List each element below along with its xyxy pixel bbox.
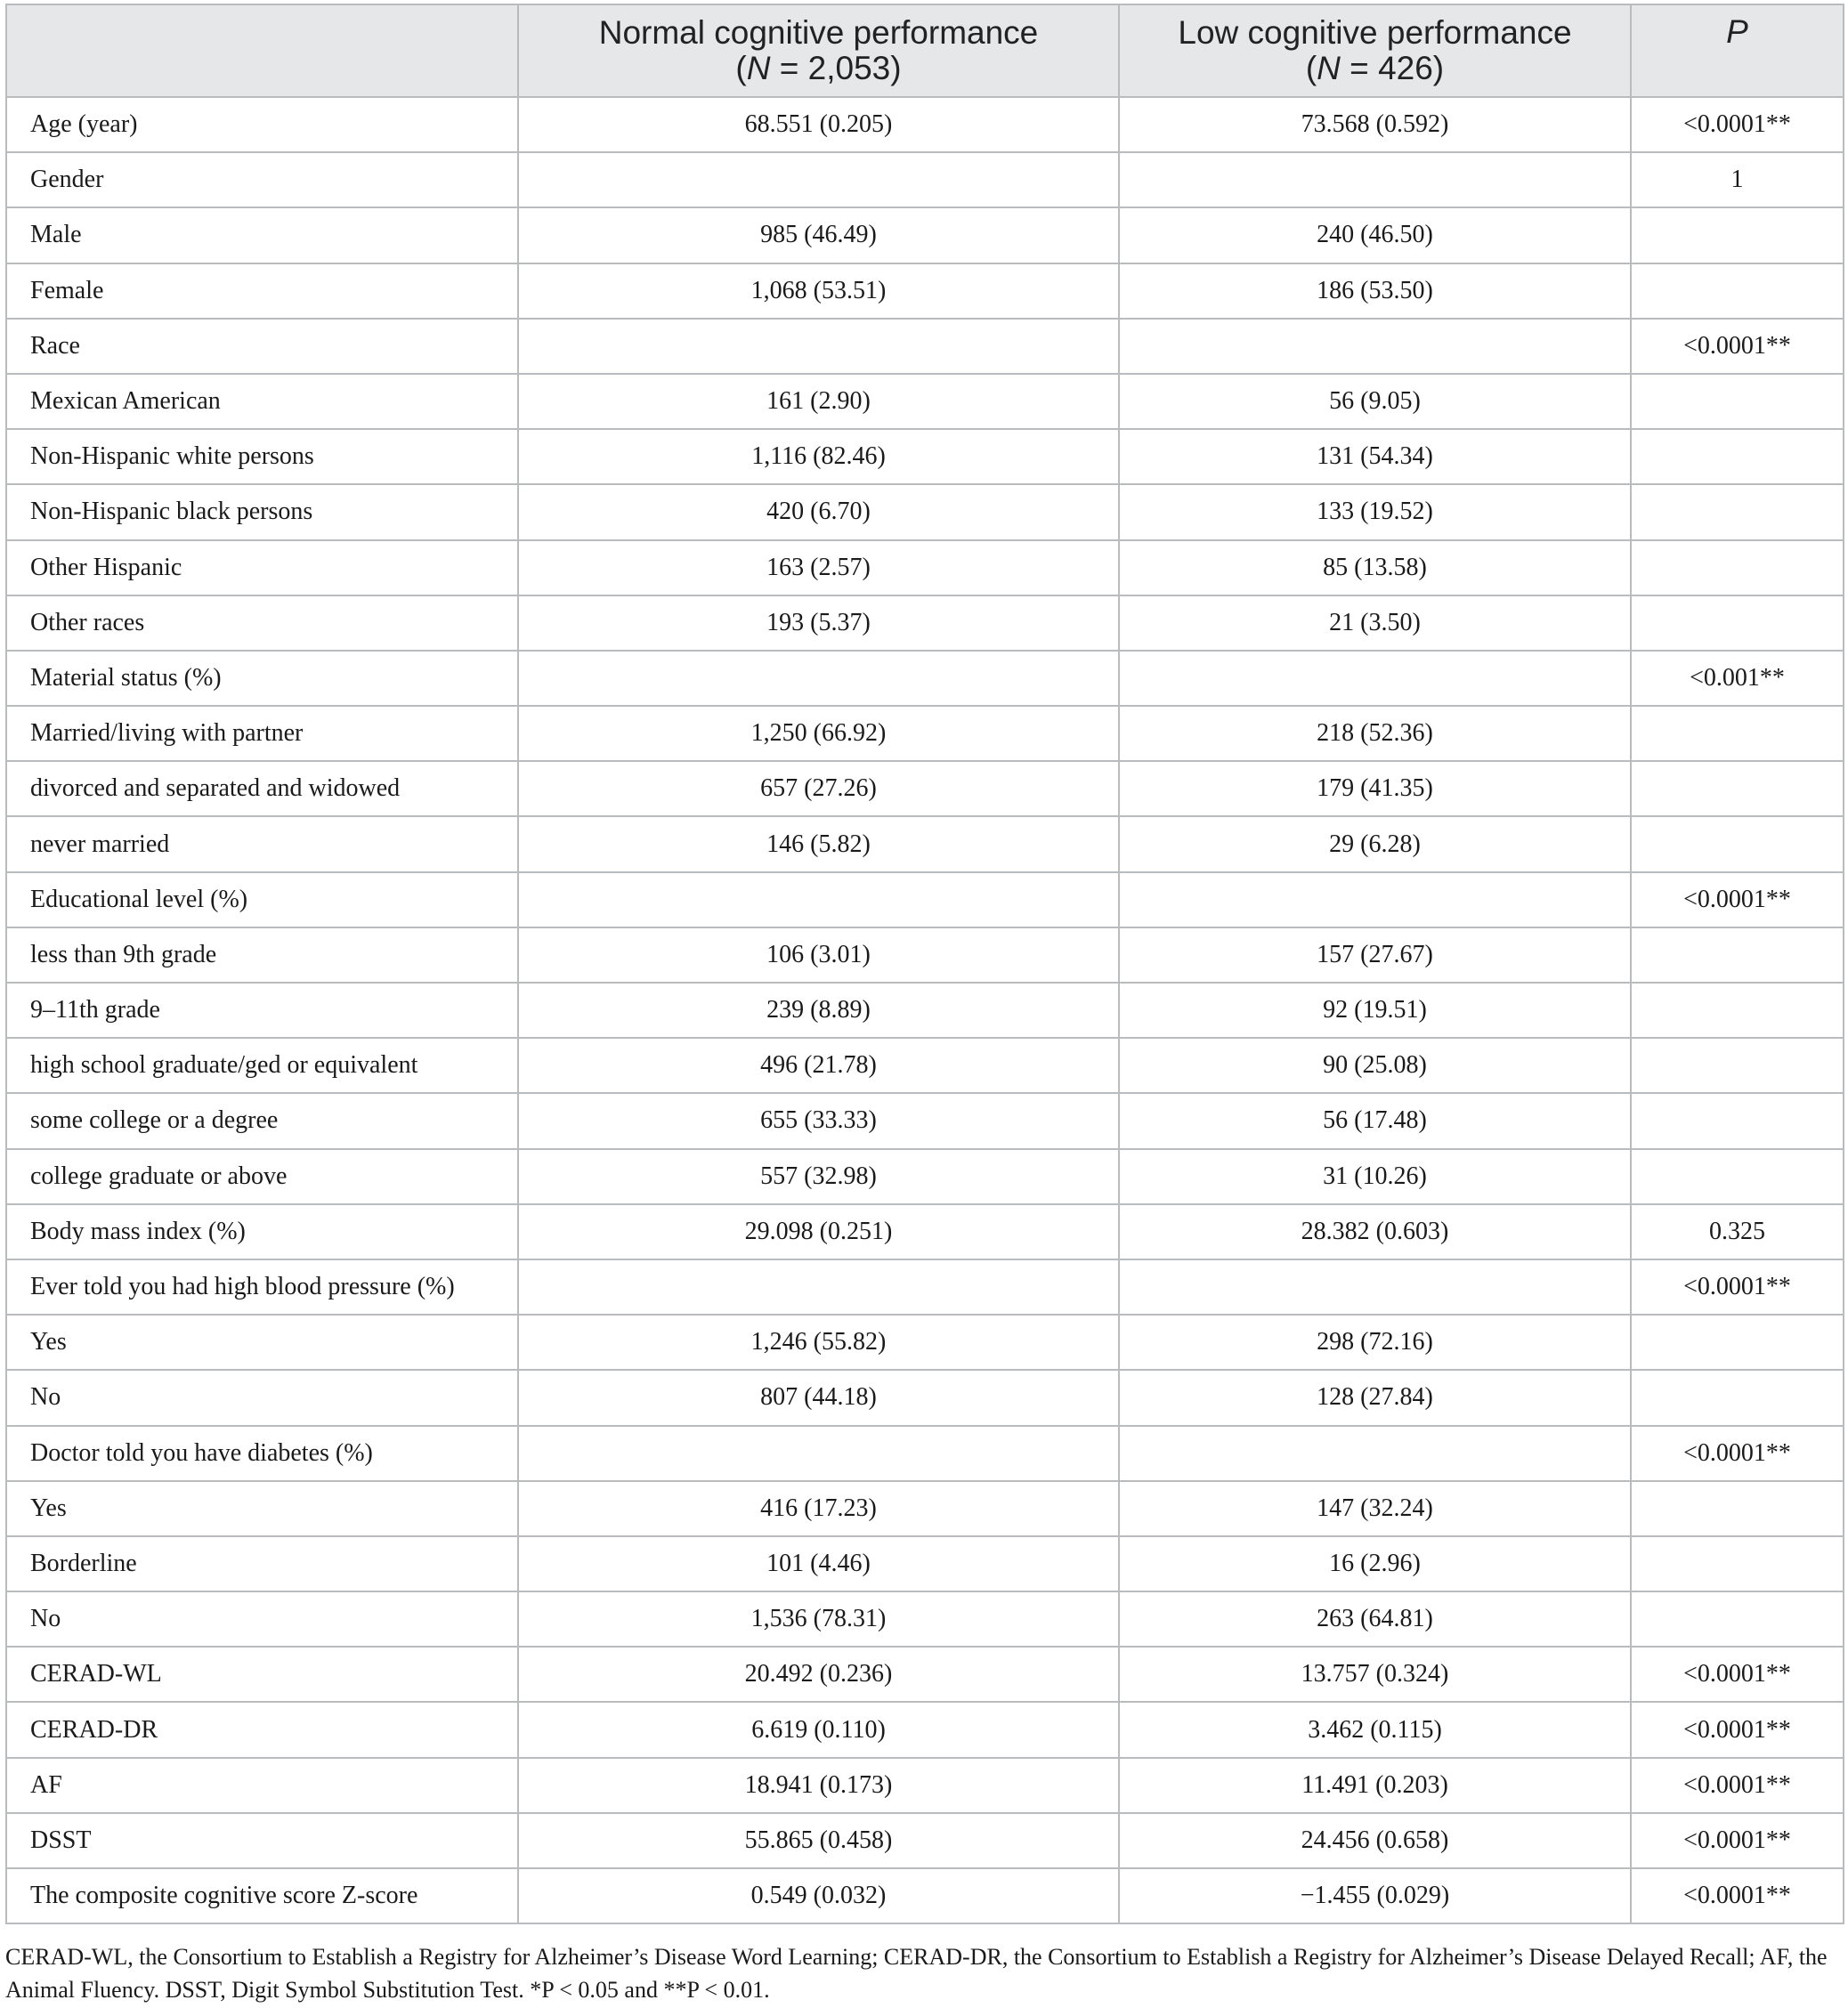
- normal-performance-cell: [518, 1259, 1119, 1315]
- normal-performance-cell: 18.941 (0.173): [518, 1758, 1119, 1813]
- row-label-cell: high school graduate/ged or equivalent: [6, 1038, 518, 1093]
- table-header: [6, 4, 1844, 97]
- p-value-cell: <0.0001**: [1631, 872, 1844, 927]
- normal-performance-cell: 239 (8.89): [518, 983, 1119, 1038]
- low-performance-cell: 131 (54.34): [1119, 429, 1631, 484]
- normal-performance-cell: 146 (5.82): [518, 816, 1119, 871]
- table-row: [6, 1204, 1844, 1259]
- header-low-n-value: = 426): [1340, 50, 1445, 86]
- low-performance-cell: 16 (2.96): [1119, 1536, 1631, 1591]
- row-label-cell: Race: [6, 319, 518, 374]
- table-row: [6, 927, 1844, 983]
- table-row: [6, 207, 1844, 263]
- table-row: [6, 706, 1844, 761]
- table-row: [6, 152, 1844, 207]
- row-label-cell: Material status (%): [6, 651, 518, 706]
- header-row: [6, 4, 1844, 97]
- p-value-cell: [1631, 1315, 1844, 1370]
- normal-performance-cell: 496 (21.78): [518, 1038, 1119, 1093]
- low-performance-cell: 218 (52.36): [1119, 706, 1631, 761]
- normal-performance-cell: [518, 152, 1119, 207]
- normal-performance-cell: 416 (17.23): [518, 1481, 1119, 1536]
- low-performance-cell: 3.462 (0.115): [1119, 1702, 1631, 1757]
- p-value-cell: [1631, 1093, 1844, 1148]
- table-row: [6, 429, 1844, 484]
- p-value-cell: <0.0001**: [1631, 1758, 1844, 1813]
- table-footnote: CERAD-WL, the Consortium to Establish a Registry for Alzheimer’s Disease Word Learning; CERAD-DR, the Consortium to Establish a Registry for Alzheimer’s Disease Delayed Recall; AF, the Animal Fluency. DSST, Digit Symbol Substitution Test. *P < 0.05 and **P < 0.01.: [5, 1944, 1828, 2003]
- p-value-cell: <0.0001**: [1631, 1647, 1844, 1702]
- row-label-cell: some college or a degree: [6, 1093, 518, 1148]
- normal-performance-cell: [518, 1426, 1119, 1481]
- row-label-cell: No: [6, 1370, 518, 1425]
- normal-performance-cell: 985 (46.49): [518, 207, 1119, 263]
- normal-performance-cell: 29.098 (0.251): [518, 1204, 1119, 1259]
- row-label-cell: Body mass index (%): [6, 1204, 518, 1259]
- table-row: [6, 1315, 1844, 1370]
- p-value-cell: [1631, 1536, 1844, 1591]
- low-performance-cell: 263 (64.81): [1119, 1591, 1631, 1647]
- normal-performance-cell: 1,246 (55.82): [518, 1315, 1119, 1370]
- low-performance-cell: 179 (41.35): [1119, 761, 1631, 816]
- low-performance-cell: 24.456 (0.658): [1119, 1813, 1631, 1868]
- header-normal-performance: [518, 4, 1119, 97]
- normal-performance-cell: 20.492 (0.236): [518, 1647, 1119, 1702]
- low-performance-cell: 11.491 (0.203): [1119, 1758, 1631, 1813]
- row-label-cell: Other Hispanic: [6, 540, 518, 595]
- row-label-cell: The composite cognitive score Z-score: [6, 1868, 518, 1923]
- p-value-cell: <0.0001**: [1631, 1426, 1844, 1481]
- p-value-cell: [1631, 207, 1844, 263]
- table-row: [6, 97, 1844, 152]
- row-label-cell: Gender: [6, 152, 518, 207]
- p-value-cell: [1631, 761, 1844, 816]
- p-value-cell: [1631, 816, 1844, 871]
- normal-performance-cell: 101 (4.46): [518, 1536, 1119, 1591]
- low-performance-cell: [1119, 651, 1631, 706]
- table-row: [6, 1591, 1844, 1647]
- normal-performance-cell: [518, 651, 1119, 706]
- normal-performance-cell: 0.549 (0.032): [518, 1868, 1119, 1923]
- row-label-cell: Educational level (%): [6, 872, 518, 927]
- row-label-cell: Age (year): [6, 97, 518, 152]
- row-label-cell: divorced and separated and widowed: [6, 761, 518, 816]
- p-value-cell: [1631, 484, 1844, 539]
- table-row: [6, 1647, 1844, 1702]
- row-label-cell: Married/living with partner: [6, 706, 518, 761]
- table-row: [6, 1259, 1844, 1315]
- table-row: [6, 1758, 1844, 1813]
- table-row: [6, 1868, 1844, 1923]
- table-row: [6, 319, 1844, 374]
- row-label-cell: less than 9th grade: [6, 927, 518, 983]
- normal-performance-cell: [518, 319, 1119, 374]
- table-row: [6, 540, 1844, 595]
- row-label-cell: Male: [6, 207, 518, 263]
- low-performance-cell: 85 (13.58): [1119, 540, 1631, 595]
- p-value-cell: <0.0001**: [1631, 1813, 1844, 1868]
- table-row: [6, 761, 1844, 816]
- row-label-cell: college graduate or above: [6, 1149, 518, 1204]
- normal-performance-cell: 68.551 (0.205): [518, 97, 1119, 152]
- table-row: [6, 983, 1844, 1038]
- normal-performance-cell: 6.619 (0.110): [518, 1702, 1119, 1757]
- normal-performance-cell: 193 (5.37): [518, 595, 1119, 651]
- low-performance-cell: 157 (27.67): [1119, 927, 1631, 983]
- table-row: [6, 651, 1844, 706]
- row-label-cell: Mexican American: [6, 374, 518, 429]
- p-value-cell: [1631, 1481, 1844, 1536]
- header-p-label: P: [1726, 13, 1748, 50]
- row-label-cell: AF: [6, 1758, 518, 1813]
- p-value-cell: [1631, 374, 1844, 429]
- low-performance-cell: 186 (53.50): [1119, 263, 1631, 319]
- normal-performance-cell: 655 (33.33): [518, 1093, 1119, 1148]
- p-value-cell: [1631, 429, 1844, 484]
- header-low-n: (N = 426): [1305, 50, 1445, 86]
- normal-performance-cell: 807 (44.18): [518, 1370, 1119, 1425]
- row-label-cell: CERAD-WL: [6, 1647, 518, 1702]
- row-label-cell: Non-Hispanic white persons: [6, 429, 518, 484]
- table-row: [6, 595, 1844, 651]
- p-value-cell: [1631, 983, 1844, 1038]
- p-value-cell: <0.0001**: [1631, 319, 1844, 374]
- row-label-cell: CERAD-DR: [6, 1702, 518, 1757]
- cognitive-performance-table: [5, 4, 1844, 1924]
- p-value-cell: [1631, 1591, 1844, 1647]
- normal-performance-cell: 557 (32.98): [518, 1149, 1119, 1204]
- normal-performance-cell: 1,536 (78.31): [518, 1591, 1119, 1647]
- p-value-cell: [1631, 1149, 1844, 1204]
- p-value-cell: <0.001**: [1631, 651, 1844, 706]
- table-row: [6, 1536, 1844, 1591]
- low-performance-cell: 31 (10.26): [1119, 1149, 1631, 1204]
- low-performance-cell: [1119, 1426, 1631, 1481]
- header-p-value: [1631, 4, 1844, 97]
- table-row: [6, 1093, 1844, 1148]
- low-performance-cell: −1.455 (0.029): [1119, 1868, 1631, 1923]
- header-low-n-label: N: [1317, 50, 1341, 86]
- p-value-cell: [1631, 706, 1844, 761]
- header-normal-title: Normal cognitive performance: [598, 14, 1039, 51]
- p-value-cell: [1631, 1038, 1844, 1093]
- low-performance-cell: 13.757 (0.324): [1119, 1647, 1631, 1702]
- low-performance-cell: 128 (27.84): [1119, 1370, 1631, 1425]
- low-performance-cell: 147 (32.24): [1119, 1481, 1631, 1536]
- table-row: [6, 1813, 1844, 1868]
- row-label-cell: Ever told you had high blood pressure (%): [6, 1259, 518, 1315]
- p-value-cell: <0.0001**: [1631, 1868, 1844, 1923]
- normal-performance-cell: 55.865 (0.458): [518, 1813, 1119, 1868]
- row-label-cell: Other races: [6, 595, 518, 651]
- row-label-cell: Doctor told you have diabetes (%): [6, 1426, 518, 1481]
- p-value-cell: [1631, 540, 1844, 595]
- row-label-cell: Yes: [6, 1481, 518, 1536]
- row-label-cell: DSST: [6, 1813, 518, 1868]
- header-low-title: Low cognitive performance: [1178, 14, 1572, 51]
- low-performance-cell: 28.382 (0.603): [1119, 1204, 1631, 1259]
- low-performance-cell: 29 (6.28): [1119, 816, 1631, 871]
- p-value-cell: [1631, 263, 1844, 319]
- low-performance-cell: 92 (19.51): [1119, 983, 1631, 1038]
- p-value-cell: 0.325: [1631, 1204, 1844, 1259]
- row-label-cell: never married: [6, 816, 518, 871]
- normal-performance-cell: 1,116 (82.46): [518, 429, 1119, 484]
- p-value-cell: <0.0001**: [1631, 1702, 1844, 1757]
- header-normal-n-label: N: [746, 50, 771, 86]
- table-row: [6, 816, 1844, 871]
- low-performance-cell: [1119, 319, 1631, 374]
- normal-performance-cell: 1,250 (66.92): [518, 706, 1119, 761]
- table-row: [6, 374, 1844, 429]
- header-normal-n: (N = 2,053): [735, 50, 902, 86]
- low-performance-cell: 90 (25.08): [1119, 1038, 1631, 1093]
- p-value-cell: 1: [1631, 152, 1844, 207]
- row-label-cell: Yes: [6, 1315, 518, 1370]
- low-performance-cell: [1119, 872, 1631, 927]
- header-normal-n-value: = 2,053): [770, 50, 902, 86]
- table-body: [6, 97, 1844, 1923]
- low-performance-cell: 56 (17.48): [1119, 1093, 1631, 1148]
- table-row: [6, 1426, 1844, 1481]
- normal-performance-cell: 106 (3.01): [518, 927, 1119, 983]
- p-value-cell: [1631, 595, 1844, 651]
- table-row: [6, 1702, 1844, 1757]
- low-performance-cell: 133 (19.52): [1119, 484, 1631, 539]
- p-value-cell: <0.0001**: [1631, 1259, 1844, 1315]
- normal-performance-cell: 1,068 (53.51): [518, 263, 1119, 319]
- table-row: [6, 1038, 1844, 1093]
- normal-performance-cell: 163 (2.57): [518, 540, 1119, 595]
- table-row: [6, 1370, 1844, 1425]
- normal-performance-cell: 420 (6.70): [518, 484, 1119, 539]
- low-performance-cell: 298 (72.16): [1119, 1315, 1631, 1370]
- row-label-cell: Female: [6, 263, 518, 319]
- normal-performance-cell: 657 (27.26): [518, 761, 1119, 816]
- table-row: [6, 484, 1844, 539]
- normal-performance-cell: [518, 872, 1119, 927]
- low-performance-cell: [1119, 152, 1631, 207]
- row-label-cell: 9–11th grade: [6, 983, 518, 1038]
- table-row: [6, 263, 1844, 319]
- row-label-cell: Borderline: [6, 1536, 518, 1591]
- table-row: [6, 872, 1844, 927]
- row-label-cell: No: [6, 1591, 518, 1647]
- p-value-cell: <0.0001**: [1631, 97, 1844, 152]
- table-row: [6, 1481, 1844, 1536]
- p-value-cell: [1631, 927, 1844, 983]
- header-empty-cell: [6, 4, 518, 97]
- p-value-cell: [1631, 1370, 1844, 1425]
- low-performance-cell: 73.568 (0.592): [1119, 97, 1631, 152]
- low-performance-cell: 240 (46.50): [1119, 207, 1631, 263]
- normal-performance-cell: 161 (2.90): [518, 374, 1119, 429]
- table-row: [6, 1149, 1844, 1204]
- low-performance-cell: 56 (9.05): [1119, 374, 1631, 429]
- table-container: [5, 4, 1843, 1924]
- low-performance-cell: 21 (3.50): [1119, 595, 1631, 651]
- header-low-performance: [1119, 4, 1631, 97]
- row-label-cell: Non-Hispanic black persons: [6, 484, 518, 539]
- low-performance-cell: [1119, 1259, 1631, 1315]
